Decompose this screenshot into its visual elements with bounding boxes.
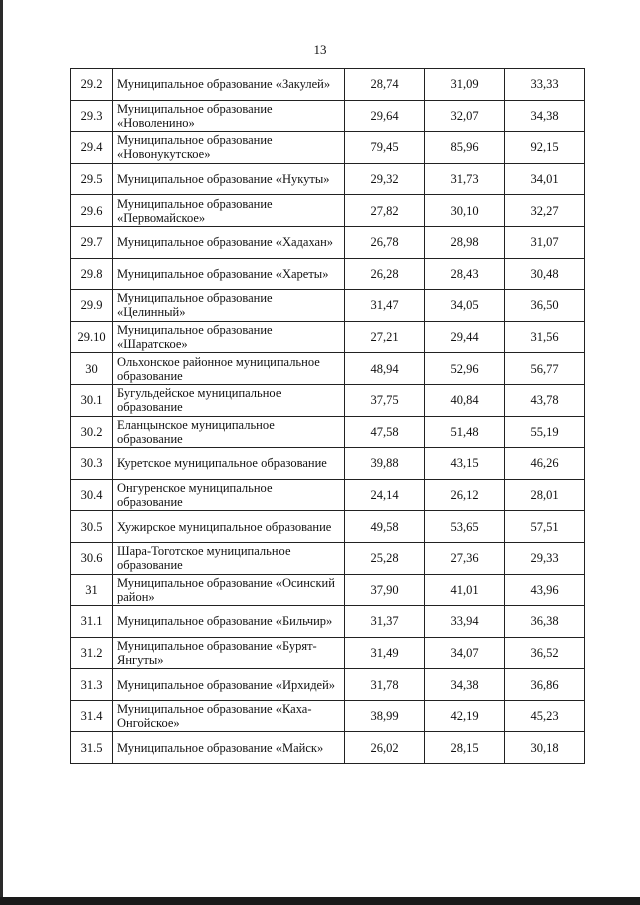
value-2-cell: 26,12 — [425, 479, 505, 511]
row-number-cell: 30.6 — [71, 542, 113, 574]
value-3-cell: 32,27 — [505, 195, 585, 227]
table-row — [71, 226, 585, 258]
row-number-cell: 29.6 — [71, 195, 113, 227]
value-3-cell: 28,01 — [505, 479, 585, 511]
value-1-cell: 24,14 — [345, 479, 425, 511]
municipality-name-cell: Бугульдейское муниципальное образование — [113, 384, 345, 416]
row-number-cell: 31.2 — [71, 637, 113, 669]
value-1-cell: 48,94 — [345, 353, 425, 385]
value-2-cell: 31,09 — [425, 69, 505, 101]
municipality-name-cell: Онгуренское муниципальное образование — [113, 479, 345, 511]
value-2-cell: 52,96 — [425, 353, 505, 385]
value-1-cell: 27,21 — [345, 321, 425, 353]
table-row — [71, 732, 585, 764]
value-2-cell: 43,15 — [425, 448, 505, 480]
value-2-cell: 85,96 — [425, 132, 505, 164]
table-row — [71, 574, 585, 606]
value-3-cell: 30,48 — [505, 258, 585, 290]
row-number-cell: 29.4 — [71, 132, 113, 164]
municipality-name-cell: Хужирское муниципальное образование — [113, 511, 345, 543]
value-3-cell: 33,33 — [505, 69, 585, 101]
value-1-cell: 47,58 — [345, 416, 425, 448]
table-row — [71, 195, 585, 227]
value-2-cell: 42,19 — [425, 700, 505, 732]
table-row — [71, 416, 585, 448]
value-3-cell: 36,86 — [505, 669, 585, 701]
row-number-cell: 31.5 — [71, 732, 113, 764]
value-1-cell: 37,90 — [345, 574, 425, 606]
value-1-cell: 79,45 — [345, 132, 425, 164]
value-1-cell: 26,28 — [345, 258, 425, 290]
value-3-cell: 55,19 — [505, 416, 585, 448]
value-2-cell: 28,15 — [425, 732, 505, 764]
row-number-cell: 29.8 — [71, 258, 113, 290]
value-2-cell: 40,84 — [425, 384, 505, 416]
municipality-name-cell: Муниципальное образование «Каха-Онгойское» — [113, 700, 345, 732]
value-3-cell: 30,18 — [505, 732, 585, 764]
value-1-cell: 27,82 — [345, 195, 425, 227]
table-row — [71, 290, 585, 322]
value-2-cell: 32,07 — [425, 100, 505, 132]
value-2-cell: 28,98 — [425, 226, 505, 258]
table-row — [71, 542, 585, 574]
value-3-cell: 43,96 — [505, 574, 585, 606]
value-2-cell: 34,38 — [425, 669, 505, 701]
row-number-cell: 29.7 — [71, 226, 113, 258]
table-row — [71, 700, 585, 732]
value-1-cell: 28,74 — [345, 69, 425, 101]
table-row — [71, 669, 585, 701]
table-row — [71, 448, 585, 480]
municipality-name-cell: Муниципальное образование «Закулей» — [113, 69, 345, 101]
value-1-cell: 38,99 — [345, 700, 425, 732]
value-1-cell: 31,49 — [345, 637, 425, 669]
row-number-cell: 30.1 — [71, 384, 113, 416]
value-3-cell: 34,38 — [505, 100, 585, 132]
row-number-cell: 29.10 — [71, 321, 113, 353]
value-2-cell: 33,94 — [425, 606, 505, 638]
value-3-cell: 43,78 — [505, 384, 585, 416]
municipality-name-cell: Муниципальное образование «Ирхидей» — [113, 669, 345, 701]
row-number-cell: 29.9 — [71, 290, 113, 322]
value-3-cell: 45,23 — [505, 700, 585, 732]
value-1-cell: 31,78 — [345, 669, 425, 701]
municipality-name-cell: Муниципальное образование «Первомайское» — [113, 195, 345, 227]
value-1-cell: 26,02 — [345, 732, 425, 764]
value-3-cell: 36,52 — [505, 637, 585, 669]
municipality-name-cell: Муниципальное образование «Хадахан» — [113, 226, 345, 258]
row-number-cell: 31.1 — [71, 606, 113, 638]
value-1-cell: 37,75 — [345, 384, 425, 416]
municipality-name-cell: Муниципальное образование «Хареты» — [113, 258, 345, 290]
table-row — [71, 69, 585, 101]
municipality-name-cell: Муниципальное образование «Осинский район» — [113, 574, 345, 606]
table-row — [71, 258, 585, 290]
value-1-cell: 31,47 — [345, 290, 425, 322]
value-1-cell: 31,37 — [345, 606, 425, 638]
value-1-cell: 49,58 — [345, 511, 425, 543]
table-row — [71, 321, 585, 353]
value-3-cell: 31,07 — [505, 226, 585, 258]
table-row — [71, 479, 585, 511]
municipality-name-cell: Муниципальное образование «Новоленино» — [113, 100, 345, 132]
value-1-cell: 29,32 — [345, 163, 425, 195]
value-3-cell: 56,77 — [505, 353, 585, 385]
value-3-cell: 92,15 — [505, 132, 585, 164]
value-3-cell: 34,01 — [505, 163, 585, 195]
municipality-name-cell: Еланцынское муниципальное образование — [113, 416, 345, 448]
value-1-cell: 39,88 — [345, 448, 425, 480]
value-1-cell: 25,28 — [345, 542, 425, 574]
value-3-cell: 29,33 — [505, 542, 585, 574]
scan-left-edge — [0, 0, 3, 905]
value-3-cell: 36,50 — [505, 290, 585, 322]
value-2-cell: 53,65 — [425, 511, 505, 543]
municipality-name-cell: Муниципальное образование «Майск» — [113, 732, 345, 764]
scan-bottom-edge — [0, 897, 640, 905]
municipality-name-cell: Ольхонское районное муниципальное образование — [113, 353, 345, 385]
value-1-cell: 26,78 — [345, 226, 425, 258]
row-number-cell: 31 — [71, 574, 113, 606]
row-number-cell: 30.5 — [71, 511, 113, 543]
row-number-cell: 29.3 — [71, 100, 113, 132]
value-2-cell: 30,10 — [425, 195, 505, 227]
table-row — [71, 384, 585, 416]
municipality-name-cell: Куретское муниципальное образование — [113, 448, 345, 480]
municipality-name-cell: Муниципальное образование «Шаратское» — [113, 321, 345, 353]
table-row — [71, 637, 585, 669]
row-number-cell: 30.3 — [71, 448, 113, 480]
data-table — [70, 68, 585, 764]
value-2-cell: 34,05 — [425, 290, 505, 322]
row-number-cell: 29.5 — [71, 163, 113, 195]
value-3-cell: 46,26 — [505, 448, 585, 480]
value-3-cell: 31,56 — [505, 321, 585, 353]
table-body — [71, 69, 585, 764]
value-2-cell: 29,44 — [425, 321, 505, 353]
row-number-cell: 31.3 — [71, 669, 113, 701]
table-row — [71, 511, 585, 543]
table-row — [71, 132, 585, 164]
row-number-cell: 31.4 — [71, 700, 113, 732]
value-2-cell: 31,73 — [425, 163, 505, 195]
row-number-cell: 30 — [71, 353, 113, 385]
municipality-name-cell: Шара-Тоготское муниципальное образование — [113, 542, 345, 574]
value-3-cell: 36,38 — [505, 606, 585, 638]
row-number-cell: 30.4 — [71, 479, 113, 511]
municipality-name-cell: Муниципальное образование «Бурят-Янгуты» — [113, 637, 345, 669]
value-2-cell: 34,07 — [425, 637, 505, 669]
value-2-cell: 51,48 — [425, 416, 505, 448]
value-2-cell: 28,43 — [425, 258, 505, 290]
table-row — [71, 100, 585, 132]
row-number-cell: 30.2 — [71, 416, 113, 448]
municipality-name-cell: Муниципальное образование «Бильчир» — [113, 606, 345, 638]
value-2-cell: 41,01 — [425, 574, 505, 606]
table-row — [71, 163, 585, 195]
table-row — [71, 353, 585, 385]
municipality-name-cell: Муниципальное образование «Нукуты» — [113, 163, 345, 195]
row-number-cell: 29.2 — [71, 69, 113, 101]
value-2-cell: 27,36 — [425, 542, 505, 574]
value-1-cell: 29,64 — [345, 100, 425, 132]
value-3-cell: 57,51 — [505, 511, 585, 543]
page-number: 13 — [313, 42, 327, 57]
municipality-name-cell: Муниципальное образование «Новонукутское» — [113, 132, 345, 164]
municipality-name-cell: Муниципальное образование «Целинный» — [113, 290, 345, 322]
table-row — [71, 606, 585, 638]
